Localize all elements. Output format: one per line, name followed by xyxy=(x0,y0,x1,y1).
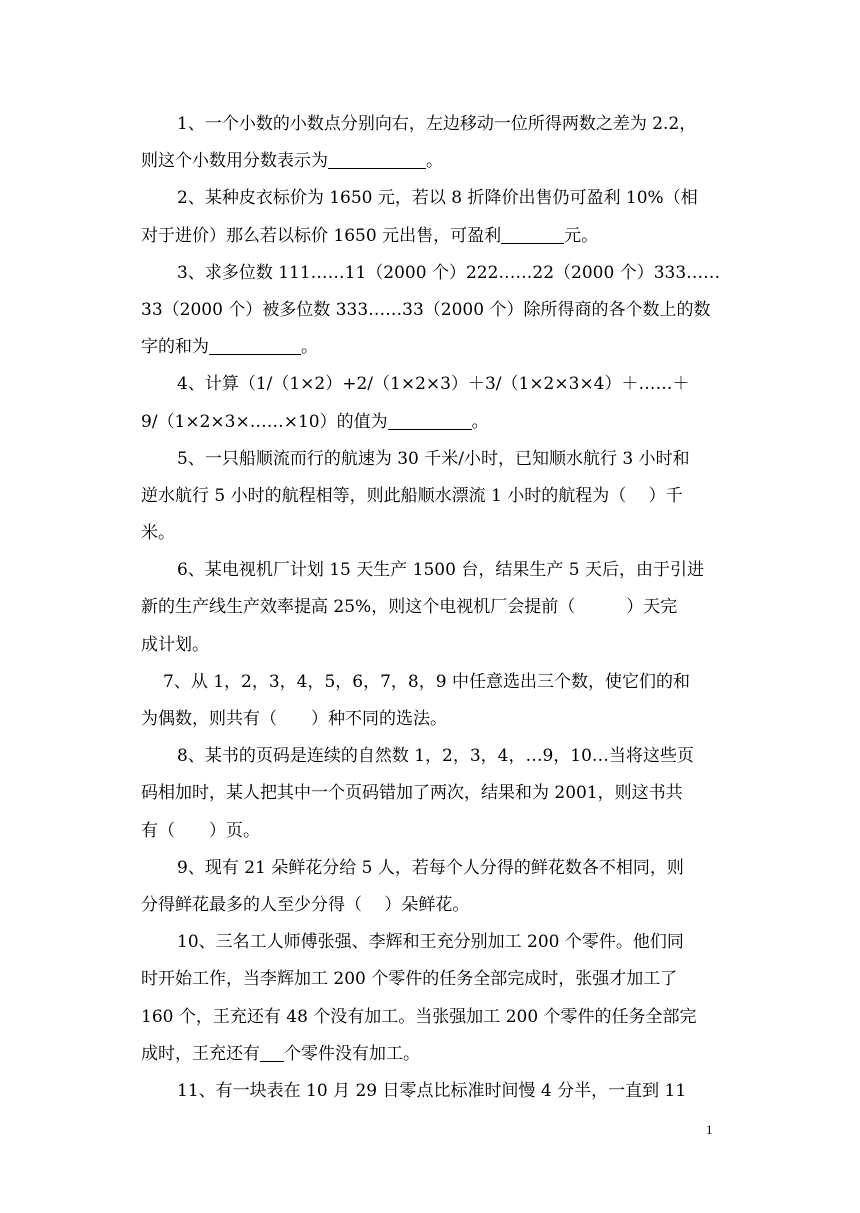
problem-4-line-1: 4、计算（1/（1×2）+2/（1×2×3）＋3/（1×2×3×4）＋……＋ xyxy=(177,374,690,395)
problem-1-line-2: 则这个小数用分数表示为 。 xyxy=(141,151,443,172)
problem-1-line-1: 1、一个小数的小数点分别向右，左边移动一位所得两数之差为 2.2， xyxy=(177,114,697,134)
problem-7-line-2: 为偶数，则共有（ ）种不同的选法。 xyxy=(141,709,447,729)
problem-11-line-1: 11、有一块表在 10 月 29 日零点比标准时间慢 4 分半，一直到 11 xyxy=(177,1080,687,1101)
problem-3-line-2: 33（2000 个）被多位数 333……33（2000 个）除所得商的各个数上的数 xyxy=(141,299,711,320)
problem-list xyxy=(141,106,721,1110)
problem-5-line-1: 5、一只船顺流而行的航速为 30 千米/小时，已知顺水航行 3 小时和 xyxy=(177,448,690,469)
problem-8-line-3: 有（ ）页。 xyxy=(141,820,260,841)
problem-6-line-3: 成计划。 xyxy=(141,634,209,655)
problem-2-line-2: 对于进价）那么若以标价 1650 元出售，可盈利 元。 xyxy=(141,225,599,246)
problem-9-line-1: 9、现有 21 朵鲜花分给 5 人，若每个人分得的鲜花数各不相同，则 xyxy=(177,857,684,878)
problem-10-line-2: 时开始工作，当李辉加工 200 个零件的任务全部完成时，张强才加工了 xyxy=(141,969,678,990)
problem-4-line-2: 9/（1×2×3×……×10）的值为 。 xyxy=(141,411,489,432)
problem-9-line-2: 分得鲜花最多的人至少分得（ ）朵鲜花。 xyxy=(141,894,470,915)
problem-2-line-1: 2、某种皮衣标价为 1650 元，若以 8 折降价出售仍可盈利 10%（相 xyxy=(177,188,698,209)
problem-6-line-1: 6、某电视机厂计划 15 天生产 1500 台，结果生产 5 天后，由于引进 xyxy=(177,560,704,581)
answer-blank[interactable] xyxy=(501,225,564,244)
answer-blank[interactable] xyxy=(260,1043,284,1062)
answer-blank[interactable] xyxy=(209,336,301,355)
problem-3-line-1: 3、求多位数 111……11（2000 个）222……22（2000 个）333…… xyxy=(177,262,721,283)
problem-10-line-1: 10、三名工人师傅张强、李辉和王充分别加工 200 个零件。他们同 xyxy=(177,932,684,953)
problem-5-line-3: 米。 xyxy=(141,523,175,544)
problem-6-line-2: 新的生产线生产效率提高 25%，则这个电视机厂会提前（ ）天完 xyxy=(141,597,678,618)
problem-10-line-4: 成时，王充还有 个零件没有加工。 xyxy=(141,1043,420,1064)
page-number: 1 xyxy=(706,1122,713,1137)
problem-8-line-2: 码相加时，某人把其中一个页码错加了两次，结果和为 2001，则这书共 xyxy=(141,783,683,804)
problem-8-line-1: 8、某书的页码是连续的自然数 1，2，3，4，…9，10…当将这些页 xyxy=(177,746,694,767)
answer-blank[interactable] xyxy=(328,150,426,169)
problem-7-line-1: 7、从 1，2，3，4，5，6，7，8，9 中任意选出三个数，使它们的和 xyxy=(163,671,690,692)
answer-blank[interactable] xyxy=(388,411,472,430)
problem-5-line-2: 逆水航行 5 小时的航程相等，则此船顺水漂流 1 小时的航程为（ ）千 xyxy=(141,485,683,506)
problem-10-line-3: 160 个，王充还有 48 个没有加工。当张强加工 200 个零件的任务全部完 xyxy=(141,1006,697,1027)
problem-3-line-3: 字的和为 。 xyxy=(141,337,318,358)
